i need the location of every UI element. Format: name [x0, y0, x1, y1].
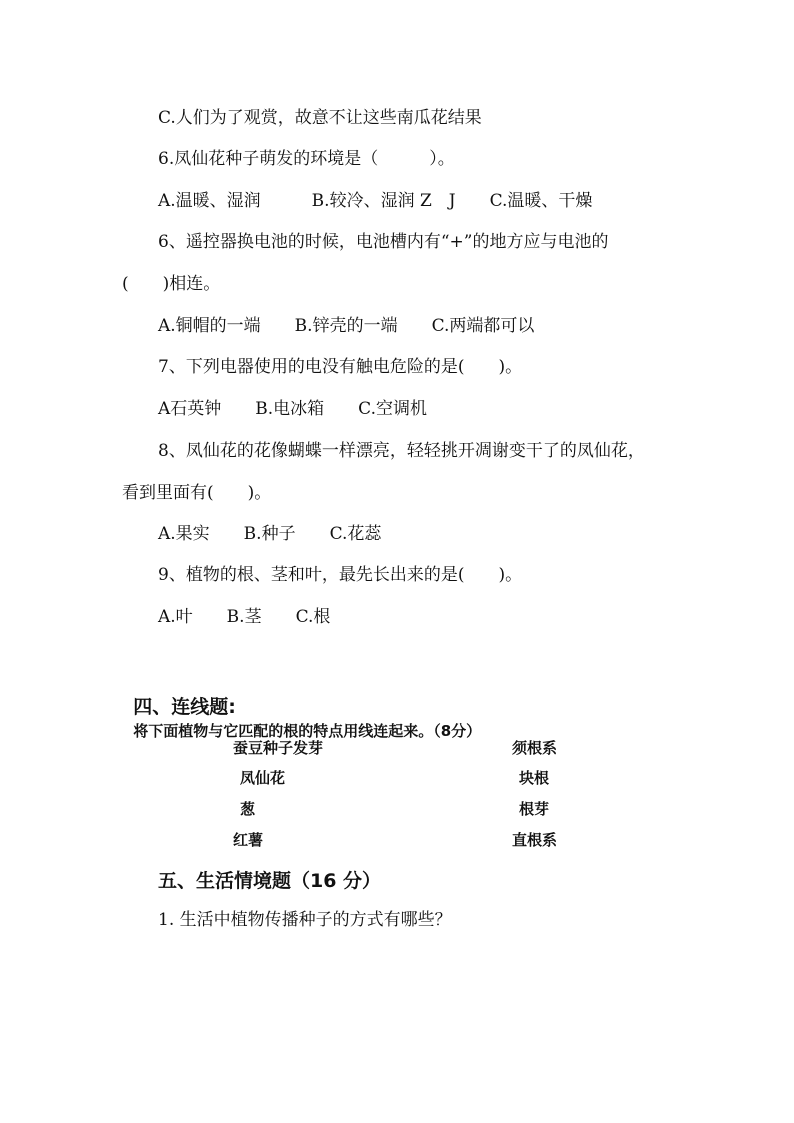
match-right-1: 须根系 — [512, 739, 558, 757]
section-4-desc: 将下面植物与它匹配的根的特点用线连起来。（8分） — [133, 722, 482, 740]
question-line-12: 9、植物的根、茎和叶，最先长出来的是( )。 — [158, 565, 523, 585]
match-left-4: 红薯 — [233, 831, 264, 849]
match-right-3: 根芽 — [519, 800, 550, 818]
question-line-9: 8、凤仙花的花像蝴蝶一样漂亮，轻轻挑开凋谢变干了的凤仙花， — [158, 441, 645, 461]
section-4-title: 四、连线题: — [133, 696, 236, 718]
question-line-8: A石英钟 B.电冰箱 C.空调机 — [158, 399, 427, 419]
question-line-10: 看到里面有( )。 — [122, 483, 272, 503]
match-right-2: 块根 — [519, 769, 550, 787]
section-4-heading — [120, 670, 481, 741]
question-line-5: ( )相连。 — [122, 274, 221, 294]
question-line-4: 6、遥控器换电池的时候，电池槽内有“+”的地方应与电池的 — [158, 232, 609, 252]
question-line-3: A.温暖、湿润 B.较冷、湿润 Z J C.温暖、干燥 — [158, 191, 593, 211]
question-line-11: A.果实 B.种子 C.花蕊 — [158, 524, 382, 544]
question-line-7: 7、下列电器使用的电没有触电危险的是( )。 — [158, 357, 523, 377]
section-5-title: 五、生活情境题（16 分） — [158, 870, 382, 892]
question-line-6: A.铜帽的一端 B.锌壳的一端 C.两端都可以 — [158, 316, 535, 336]
question-line-1: C.人们为了观赏，故意不让这些南瓜花结果 — [158, 108, 482, 128]
match-left-1: 蚕豆种子发芽 — [233, 739, 324, 757]
section-5-question-1: 1. 生活中植物传播种子的方式有哪些？ — [158, 910, 452, 930]
question-line-13: A.叶 B.茎 C.根 — [158, 607, 331, 627]
match-left-2: 凤仙花 — [240, 769, 286, 787]
question-line-2: 6.凤仙花种子萌发的环境是（ ）。 — [158, 149, 455, 169]
match-left-3: 葱 — [240, 800, 256, 818]
match-right-4: 直根系 — [512, 831, 558, 849]
